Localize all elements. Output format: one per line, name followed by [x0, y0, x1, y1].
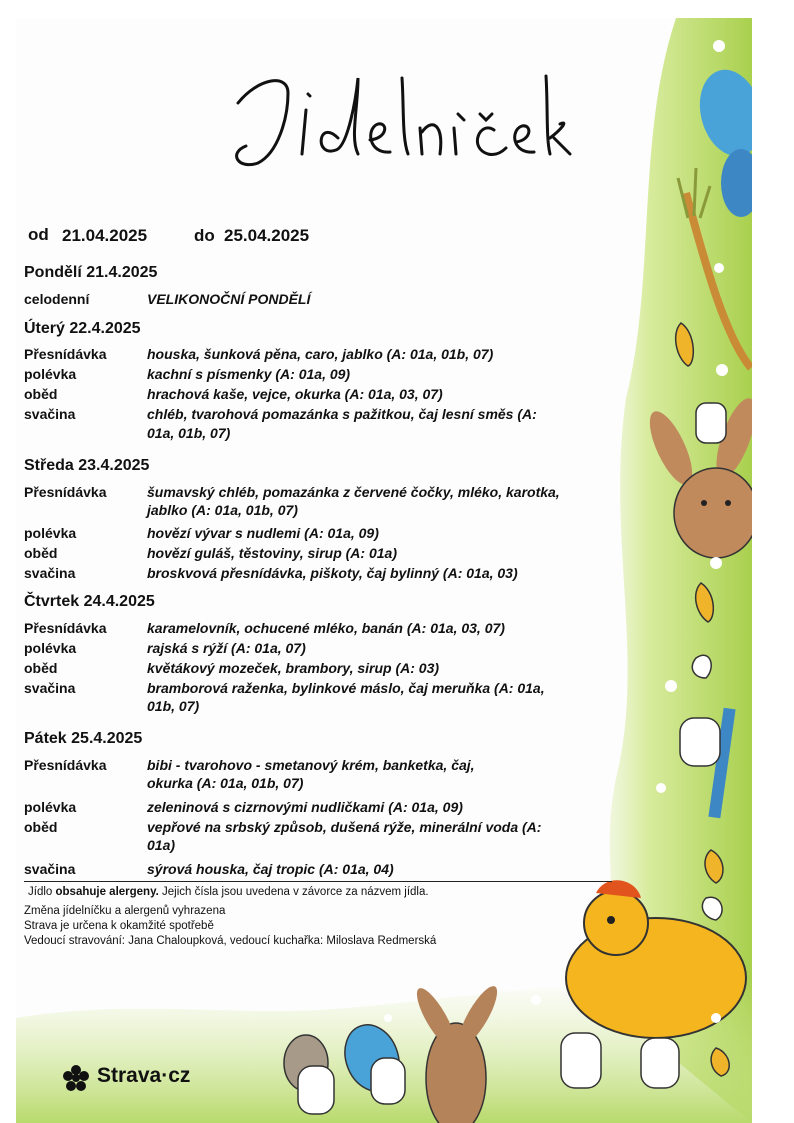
date-to-label: do: [194, 226, 215, 245]
footer-note: Změna jídelníčku a alergenů vyhrazena: [24, 905, 226, 917]
allergen-prefix: Jídlo: [28, 886, 53, 898]
meal-label: Přesnídávka: [24, 346, 107, 362]
white-creature-icon: [561, 1033, 601, 1088]
meal-text-continued: 01a, 01b, 07): [147, 425, 231, 441]
meal-text: houska, šunková pěna, caro, jablko (A: 01a, 01b, 07): [147, 346, 494, 362]
rabbit-icon: [426, 1023, 486, 1123]
feather-icon: [692, 655, 711, 678]
meal-text: hrachová kaše, vejce, okurka (A: 01a, 03, 07): [147, 386, 443, 402]
white-creature-icon: [298, 1066, 334, 1114]
meal-text: hovězí guláš, těstoviny, sirup (A: 01a): [147, 545, 397, 561]
meal-label: svačina: [24, 680, 76, 696]
meal-text-continued: 01a): [147, 837, 176, 853]
meal-label: Přesnídávka: [24, 620, 107, 636]
allergen-bold: obsahuje alergeny.: [55, 886, 159, 898]
footer-note: Strava je určena k okamžité spotřebě: [24, 920, 214, 932]
meal-text: VELIKONOČNÍ PONDĚLÍ: [147, 291, 311, 307]
meal-text-continued: 01b, 07): [147, 698, 200, 714]
brand-name: Strava·cz: [97, 1064, 191, 1087]
meal-label: oběd: [24, 819, 58, 835]
meal-label: polévka: [24, 366, 77, 382]
meal-text-continued: jablko (A: 01a, 01b, 07): [147, 502, 298, 518]
white-creature-icon: [696, 403, 726, 443]
day-heading: Pátek 25.4.2025: [24, 730, 143, 747]
meal-text: karamelovník, ochucené mléko, banán (A: 01a, 03, 07): [147, 620, 505, 636]
date-to: 25.04.2025: [224, 226, 310, 245]
meal-text: šumavský chléb, pomazánka z červené čočky, mléko, karotka,: [147, 484, 560, 500]
allergen-rest: Jejich čísla jsou uvedena v závorce za názvem jídla.: [162, 886, 429, 898]
meal-text: bramborová raženka, bylinkové máslo, čaj meruňka (A: 01a,: [147, 680, 545, 696]
day-heading: Úterý 22.4.2025: [24, 320, 141, 337]
meal-label: Přesnídávka: [24, 484, 107, 500]
footer-staff: Vedoucí stravování: Jana Chaloupková, vedoucí kuchařka: Miloslava Redmerská: [24, 935, 437, 947]
meal-label: celodenní: [24, 291, 90, 307]
meal-label: oběd: [24, 660, 58, 676]
handwritten-title-logo: [218, 58, 578, 178]
divider: [24, 881, 612, 882]
white-creature-icon: [371, 1058, 405, 1104]
day-heading: Čtvrtek 24.4.2025: [24, 593, 155, 610]
meal-text-continued: okurka (A: 01a, 01b, 07): [147, 775, 304, 791]
date-from: 21.04.2025: [62, 226, 148, 245]
meal-text: sýrová houska, čaj tropic (A: 01a, 04): [147, 861, 394, 877]
meal-text: květákový mozeček, brambory, sirup (A: 03): [147, 660, 440, 676]
meal-text: hovězí vývar s nudlemi (A: 01a, 09): [147, 525, 379, 541]
meal-label: svačina: [24, 565, 76, 581]
meal-label: polévka: [24, 525, 77, 541]
meal-text: zeleninová s cizrnovými nudličkami (A: 01a, 09): [147, 799, 463, 815]
meal-label: svačina: [24, 406, 76, 422]
day-heading: Pondělí 21.4.2025: [24, 264, 158, 281]
meal-label: oběd: [24, 545, 58, 561]
meal-text: bibi - tvarohovo - smetanový krém, banketka, čaj,: [147, 757, 475, 773]
meal-label: polévka: [24, 799, 77, 815]
meal-label: oběd: [24, 386, 58, 402]
white-creature-icon: [641, 1038, 679, 1088]
meal-label: polévka: [24, 640, 77, 656]
meal-text: rajská s rýží (A: 01a, 07): [147, 640, 306, 656]
meal-text: chléb, tvarohová pomazánka s pažitkou, čaj lesní směs (A:: [147, 406, 537, 422]
meal-label: svačina: [24, 861, 76, 877]
meal-label: Přesnídávka: [24, 757, 107, 773]
date-from-label: od: [28, 225, 49, 244]
allergen-note: [28, 886, 429, 898]
white-creature-icon: [680, 718, 720, 766]
meal-text: vepřové na srbský způsob, dušená rýže, minerální voda (A:: [147, 819, 542, 835]
day-heading: Středa 23.4.2025: [24, 457, 150, 474]
meal-text: kachní s písmenky (A: 01a, 09): [147, 366, 351, 382]
meal-text: broskvová přesnídávka, piškoty, čaj bylinný (A: 01a, 03): [147, 565, 518, 581]
